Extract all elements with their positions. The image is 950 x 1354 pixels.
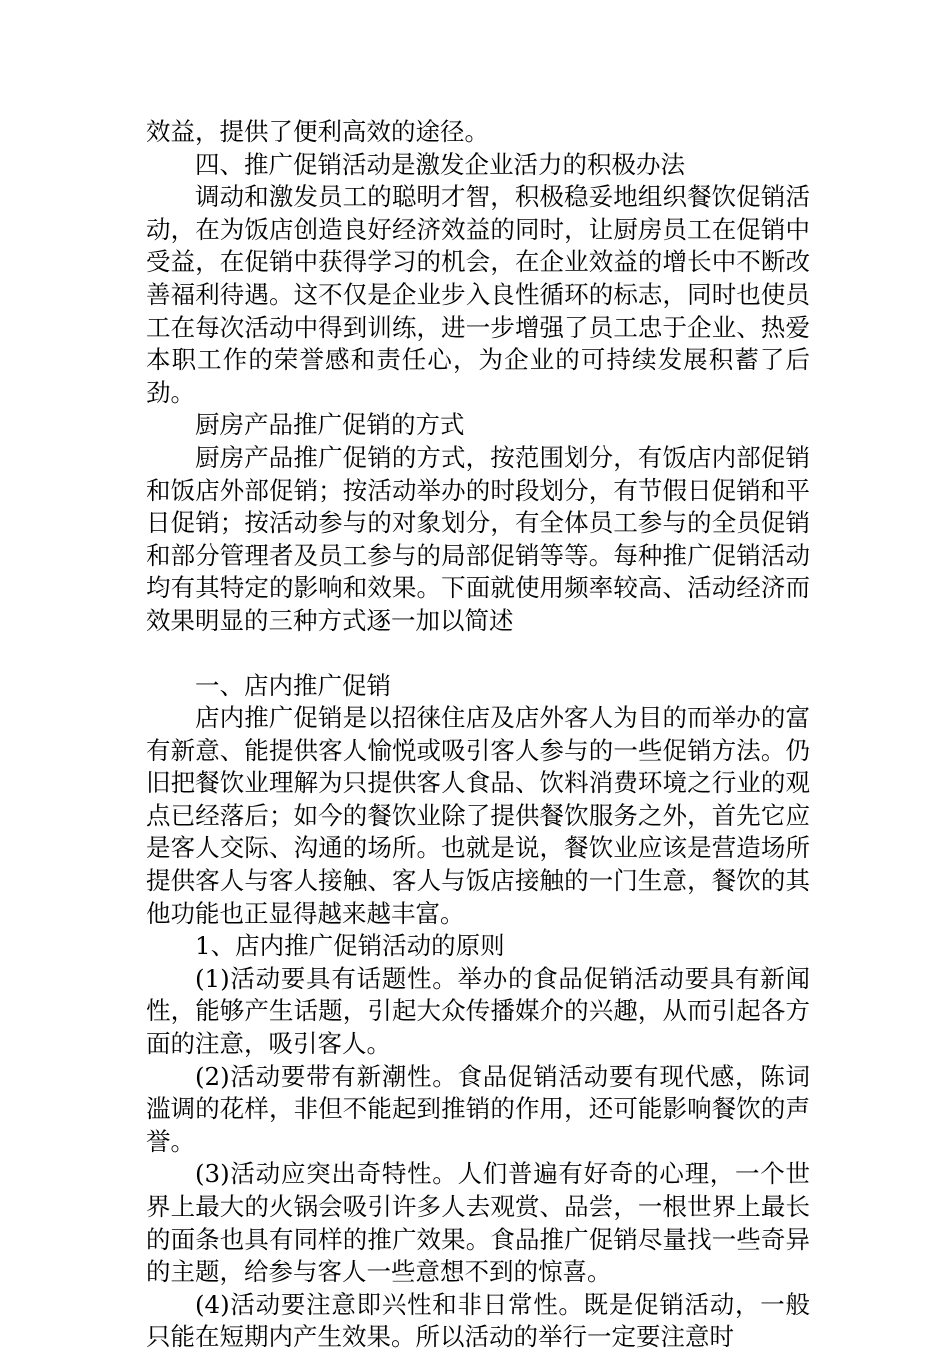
paragraph-5: 厨房产品推广促销的方式，按范围划分，有饭店内部促销和饭店外部促销；按活动举办的时段划分，有节假日促销和平日促销；按活动参与的对象划分，有全体员工参与的全员促销和部分管理者及员工参与的局部促销等等。每种推广促销活动均有其特定的影响和效果。下面就使用频率较高、活动经济而效果明显的三种方式逐一加以简述 bbox=[146, 442, 810, 635]
principle-2: (2)活动要带有新潮性。食品促销活动要有现代感，陈词滥调的花样，非但不能起到推销的作用，还可能影响餐饮的声誉。 bbox=[146, 1061, 810, 1156]
document-page bbox=[146, 116, 810, 1354]
paragraph-1: 效益，提供了便利高效的途径。 bbox=[146, 117, 489, 146]
paragraph-3: 调动和激发员工的聪明才智，积极稳妥地组织餐饮促销活动，在为饭店创造良好经济效益的同时，让厨房员工在促销中受益，在促销中获得学习的机会，在企业效益的增长中不断改善福利待遇。这不仅是企业步入良性循环的标志，同时也使员工在每次活动中得到训练，进一步增强了员工忠于企业、热爱本职工作的荣誉感和责任心，为企业的可持续发展积蓄了后劲。 bbox=[146, 182, 810, 407]
section-heading-4: 四、推广促销活动是激发企业活力的积极办法 bbox=[195, 149, 685, 179]
principle-1: (1)活动要具有话题性。举办的食品促销活动要具有新闻性，能够产生话题，引起大众传播媒介的兴趣，从而引起各方面的注意，吸引客人。 bbox=[146, 963, 810, 1059]
principle-4: (4)活动要注意即兴性和非日常性。既是促销活动，一般只能在短期内产生效果。所以活动的举行一定要注意时 bbox=[146, 1289, 810, 1352]
paragraph-8: 店内推广促销是以招徕住店及店外客人为目的而举办的富有新意、能提供客人愉悦或吸引客人参与的一些促销方法。仍旧把餐饮业理解为只提供客人食品、饮料消费环境之行业的观点已经落后；如今的餐饮业除了提供餐饮服务之外，首先它应是客人交际、沟通的场所。也就是说，餐饮业应该是营造场所提供客人与客人接触、客人与饭店接触的一门生意，餐饮的其他功能也正显得越来越丰富。 bbox=[146, 703, 810, 928]
principle-3: (3)活动应突出奇特性。人们普遍有好奇的心理，一个世界上最大的火锅会吸引许多人去观赏、品尝，一根世界上最长的面条也具有同样的推广效果。食品推广促销尽量找一些奇异的主题，给参与客人一些意想不到的惊喜。 bbox=[146, 1159, 810, 1287]
section-heading-1: 一、店内推广促销 bbox=[195, 670, 391, 700]
paragraph-spacer bbox=[146, 638, 810, 670]
subheading-principles: 1、店内推广促销活动的原则 bbox=[195, 931, 505, 961]
subheading-promotion-methods: 厨房产品推广促销的方式 bbox=[195, 410, 465, 440]
